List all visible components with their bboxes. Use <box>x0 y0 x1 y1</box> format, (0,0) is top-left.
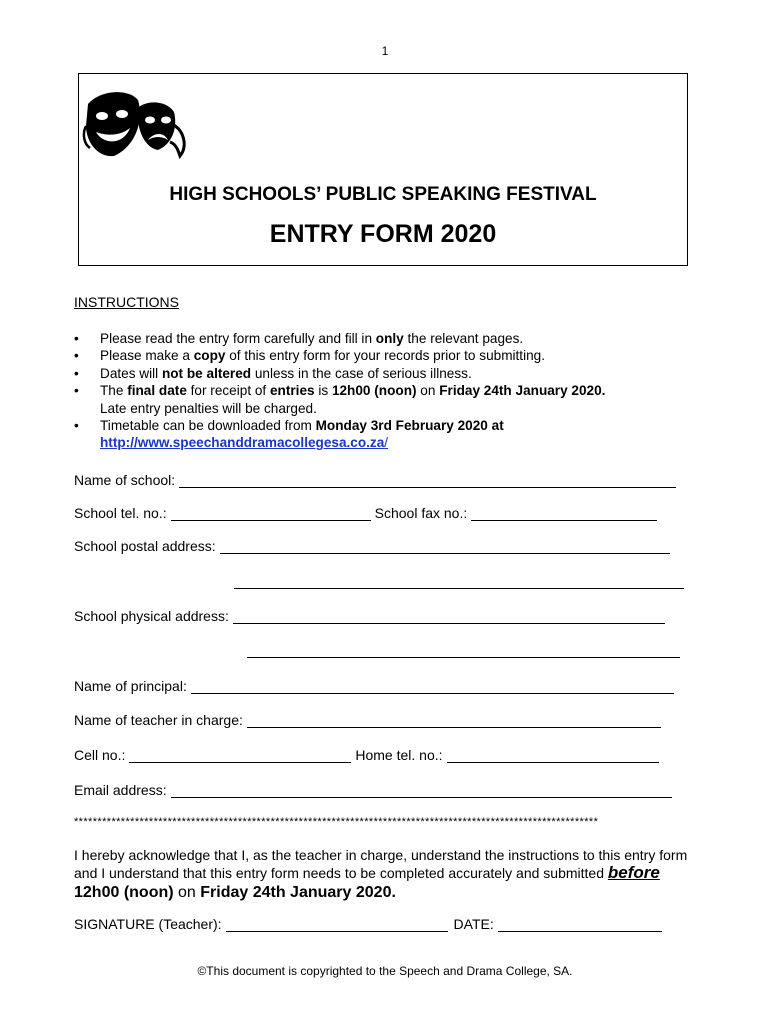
festival-title: HIGH SCHOOLS’ PUBLIC SPEAKING FESTIVAL <box>169 184 597 205</box>
signature-row <box>74 916 662 932</box>
teacher-label: Name of teacher in charge: <box>74 712 243 728</box>
teacher-field[interactable] <box>247 713 661 728</box>
website-link-slash[interactable]: / <box>384 435 389 451</box>
home-tel-label: Home tel. no.: <box>355 747 443 763</box>
school-fax-field[interactable] <box>471 506 657 521</box>
signature-field[interactable] <box>226 917 448 932</box>
postal-address-field-line2[interactable] <box>234 574 684 589</box>
postal-address-label: School postal address: <box>74 538 216 554</box>
acknowledgement: I hereby acknowledge that I, as the teacher in charge, understand the instructions to this entry form and I understand that this entry form needs to be completed accurately and submitted before 12h00 (noon) on Friday 24th January 2020. <box>74 847 688 901</box>
cell-label: Cell no.: <box>74 747 126 763</box>
website-link[interactable]: http://www.speechanddramacollegesa.co.za <box>100 435 385 451</box>
list-item: • Please make a copy of this entry form for your records prior to submitting. <box>74 348 546 364</box>
physical-address-field[interactable] <box>233 609 665 624</box>
postal-address-row <box>74 538 670 554</box>
date-field[interactable] <box>498 917 662 932</box>
school-name-label: Name of school: <box>74 472 176 488</box>
postal-address-field[interactable] <box>220 539 670 554</box>
list-item: • Timetable can be downloaded from Monday 3rd February 2020 at http://www.speechanddramacollegesa.co.za/ <box>74 418 504 451</box>
principal-field[interactable] <box>191 679 674 694</box>
physical-address-field-line2[interactable] <box>247 643 680 658</box>
school-tel-label: School tel. no.: <box>74 505 167 521</box>
theatre-masks-icon <box>80 86 190 166</box>
school-name-row <box>74 472 676 488</box>
separator: **************************************************************************************************************** <box>74 816 599 828</box>
physical-address-row <box>74 608 665 624</box>
form-title: ENTRY FORM 2020 <box>269 220 497 248</box>
school-contact-row <box>74 505 657 521</box>
home-tel-field[interactable] <box>447 748 659 763</box>
phone-row <box>74 747 659 763</box>
principal-row <box>74 678 674 694</box>
instructions-heading: INSTRUCTIONS <box>74 294 179 310</box>
list-item: • The final date for receipt of entries is 12h00 (noon) on Friday 24th January 2020. Late entry penalties will be charged. <box>74 383 606 416</box>
teacher-row <box>74 712 661 728</box>
email-row <box>74 782 672 798</box>
page-number: 1 <box>381 44 389 58</box>
email-field[interactable] <box>171 783 672 798</box>
cell-field[interactable] <box>129 748 351 763</box>
school-fax-label: School fax no.: <box>374 505 468 521</box>
date-label: DATE: <box>453 916 494 932</box>
list-item: • Please read the entry form carefully and fill in only the relevant pages. <box>74 331 524 346</box>
school-name-field[interactable] <box>179 473 676 488</box>
list-item: • Dates will not be altered unless in the case of serious illness. <box>74 365 472 381</box>
instructions-list <box>74 330 714 452</box>
physical-address-label: School physical address: <box>74 608 229 624</box>
copyright-notice: ©This document is copyrighted to the Speech and Drama College, SA. <box>197 964 573 978</box>
principal-label: Name of principal: <box>74 678 187 694</box>
email-label: Email address: <box>74 782 167 798</box>
signature-label: SIGNATURE (Teacher): <box>74 916 222 932</box>
school-tel-field[interactable] <box>171 506 371 521</box>
